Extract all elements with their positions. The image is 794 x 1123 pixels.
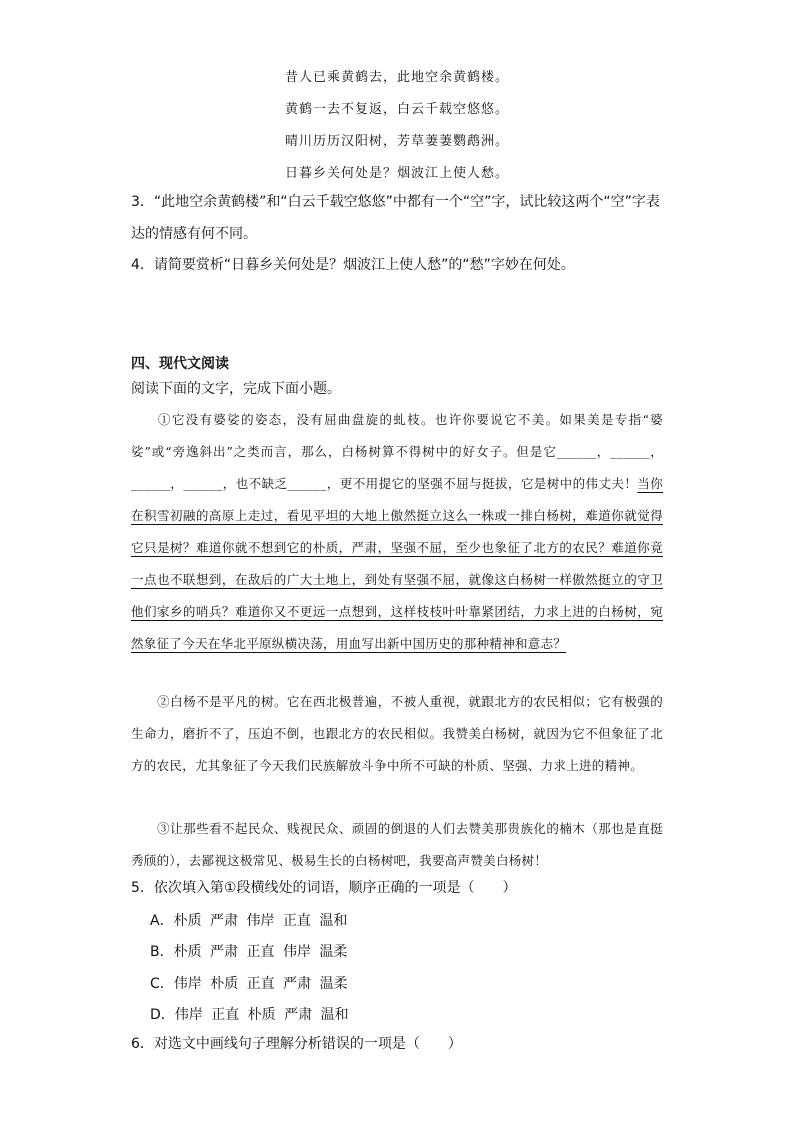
section-intro: 阅读下面的文字，完成下面小题。 <box>131 381 341 397</box>
poem-line-4: 日暮乡关何处是？烟波江上使人愁。 <box>284 166 509 181</box>
paragraph-1 <box>131 404 663 660</box>
poem-line-1: 昔人已乘黄鹤去，此地空余黄鹤楼。 <box>284 70 509 85</box>
question-4: 4．请简要赏析“日暮乡关何处是？烟波江上使人愁”的“愁”字妙在何处。 <box>131 257 575 273</box>
question-6-stem: 6．对选文中画线句子理解分析错误的一项是（ ） <box>131 1036 462 1052</box>
paragraph-1-underlined: 当你在积雪初融的高原上走过，看见平坦的大地上傲然挺立这么一株或一排白杨树，难道你就觉得它只是树？难道你就不想到它的朴质，严肃，坚强不屈，至少也象征了北方的农民？难道你竟一点也不联想到，在敌后的广大土地上，到处有坚强不屈，就像这白杨树一样傲然挺立的守卫他们家乡的哨兵？难道你又不更远一点想到，这样枝枝叶叶靠紧团结，力求上进的白杨树，宛然象征了今天在华北平原纵横决荡，用血写出新中国历史的那种精神和意志？ <box>131 476 663 651</box>
poem-line-3: 晴川历历汉阳树，芳草萋萋鹦鹉洲。 <box>284 134 509 149</box>
paragraph-3 <box>131 813 663 877</box>
paragraph-2 <box>131 686 663 782</box>
option-c[interactable]: C．伟岸 朴质 正直 严肃 温柔 <box>150 976 348 992</box>
poem-line-2: 黄鹤一去不复返，白云千载空悠悠。 <box>284 102 509 117</box>
paragraph-2-text: ②白杨不是平凡的树。它在西北极普遍，不被人重视，就跟北方的农民相似；它有极强的生命力，磨折不了，压迫不倒，也跟北方的农民相似。我赞美白杨树，就因为它不但象征了北方的农民，尤其象征了今天我们民族解放斗争中所不可缺的朴质、坚强、力求上进的精神。 <box>131 694 663 773</box>
section-heading: 四、现代文阅读 <box>131 356 229 372</box>
paragraph-1-text: ①它没有婆娑的姿态，没有屈曲盘旋的虬枝。也许你要说它不美。如果美是专指“婆娑”或“旁逸斜出”之类而言，那么，白杨树算不得树中的好女子。但是它______，______，______，______，也不缺乏______，更不用提它的坚强不屈与挺拔，它是树中的伟丈夫！ <box>131 412 663 491</box>
question-3: 3．“此地空余黄鹤楼”和“白云千载空悠悠”中都有一个“空”字，试比较这两个“空”字表达的情感有何不同。 <box>131 194 660 242</box>
paragraph-3-text: ③让那些看不起民众、贱视民众、顽固的倒退的人们去赞美那贵族化的楠木（那也是直挺秀颀的），去鄙视这极常见、极易生长的白杨树吧，我要高声赞美白杨树！ <box>131 821 663 868</box>
option-d[interactable]: D．伟岸 正直 朴质 严肃 温和 <box>150 1007 349 1023</box>
option-b[interactable]: B．朴质 严肃 正直 伟岸 温柔 <box>150 944 348 960</box>
option-a[interactable]: A．朴质 严肃 伟岸 正直 温和 <box>150 913 348 929</box>
question-5-stem: 5．依次填入第①段横线处的词语，顺序正确的一项是（ ） <box>131 880 517 896</box>
